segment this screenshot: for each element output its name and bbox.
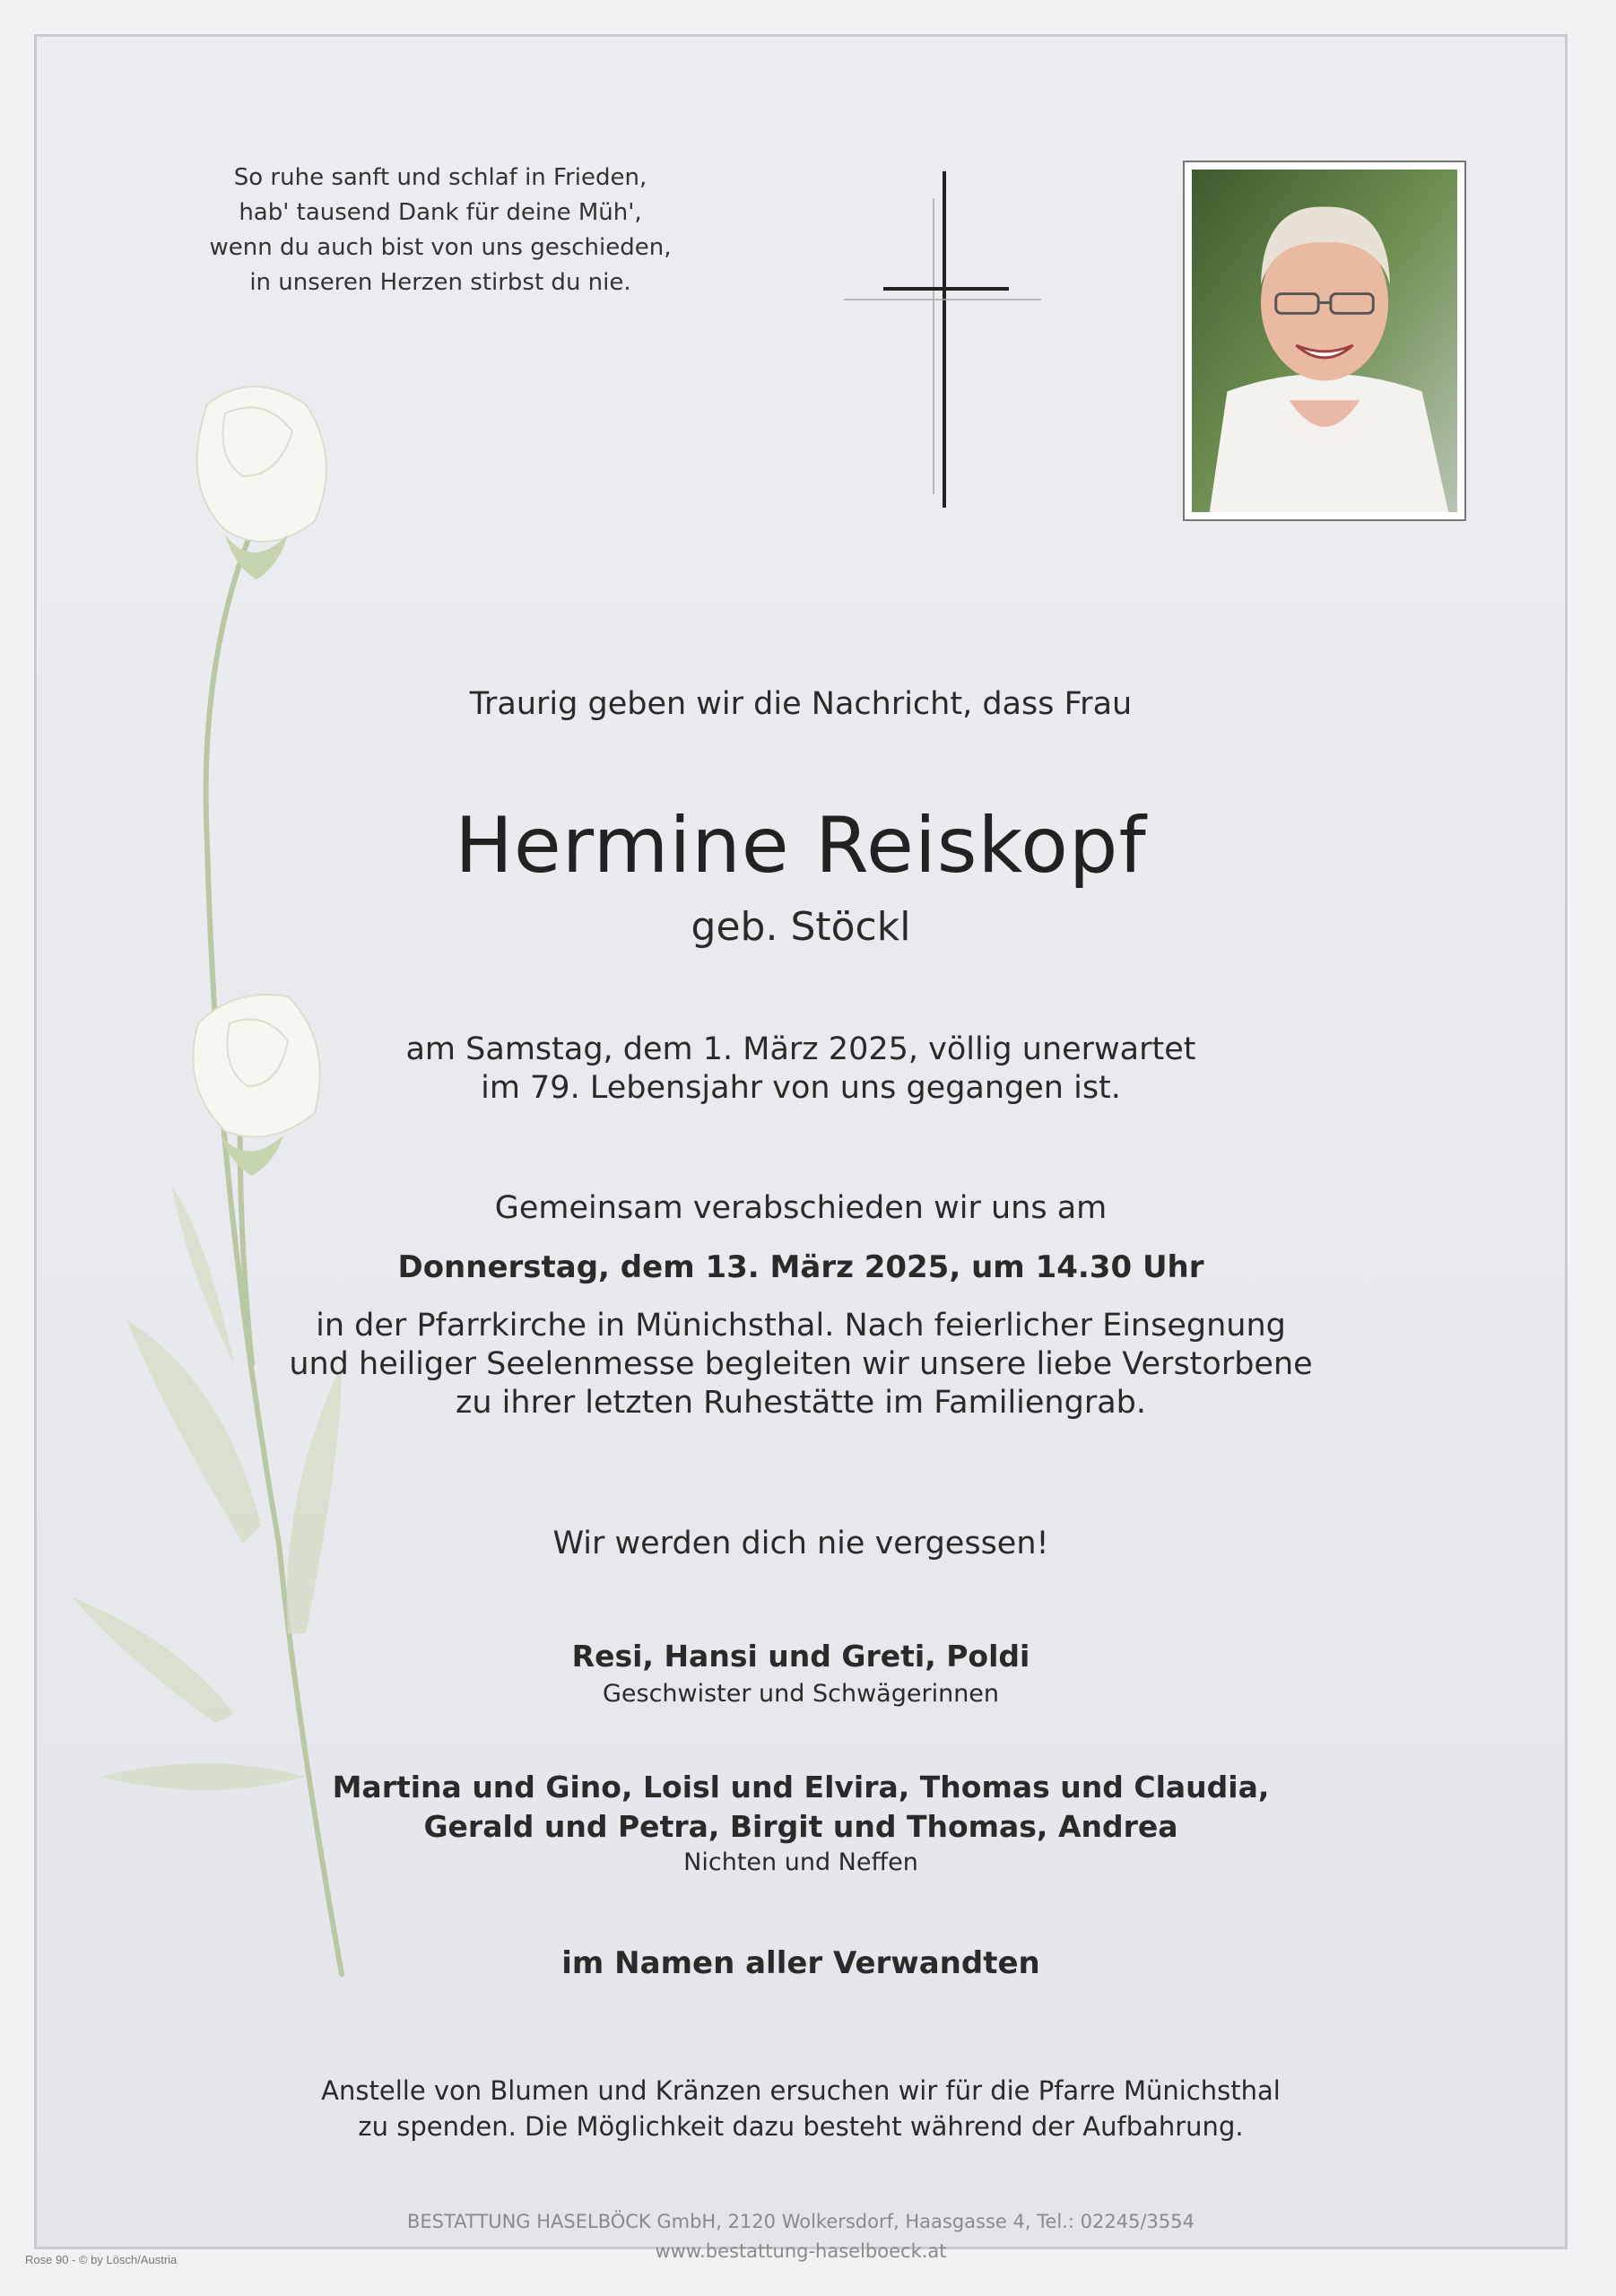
poem-line: So ruhe sanft und schlaf in Frieden, [233, 164, 647, 191]
portrait-frame [1183, 161, 1466, 521]
location-line: in der Pfarrkirche in Münichsthal. Nach feierlicher Einsegnung [316, 1308, 1286, 1344]
siblings-relation: Geschwister und Schwägerinnen [602, 1680, 1000, 1708]
poem-line: hab' tausend Dank für deine Müh', [239, 199, 642, 226]
funeral-datetime: Donnerstag, dem 13. März 2025, um 14.30 Uhr [397, 1249, 1204, 1285]
death-date-line: im 79. Lebensjahr von uns gegangen ist. [481, 1070, 1121, 1106]
nieces-line: Gerald und Petra, Birgit und Thomas, Andrea [423, 1809, 1178, 1844]
cross-icon [844, 171, 1041, 512]
funeral-home-website: www.bestattung-haselboeck.at [655, 2240, 947, 2262]
donation-line: zu spenden. Die Möglichkeit dazu besteht während der Aufbahrung. [358, 2111, 1244, 2142]
intro-text: Traurig geben wir die Nachricht, dass Frau [469, 686, 1133, 722]
remembrance-text: Wir werden dich nie vergessen! [552, 1526, 1049, 1561]
birth-name: geb. Stöckl [691, 904, 911, 950]
nieces-relation: Nichten und Neffen [683, 1848, 918, 1876]
funeral-home [37, 2207, 1565, 2266]
siblings-names: Resi, Hansi und Greti, Poldi [571, 1639, 1030, 1674]
relatives-text: im Namen aller Verwandten [561, 1945, 1040, 1981]
poem-line: wenn du auch bist von uns geschieden, [209, 234, 672, 261]
location-line: zu ihrer letzten Ruhestätte im Familiengrab. [455, 1385, 1147, 1421]
deceased-name: Hermine Reiskopf [455, 801, 1147, 891]
portrait-photo [1192, 170, 1457, 512]
donation-line: Anstelle von Blumen und Kränzen ersuchen wir für die Pfarre Münichsthal [321, 2075, 1281, 2106]
funeral-home-address: BESTATTUNG HASELBÖCK GmbH, 2120 Wolkersdorf, Haasgasse 4, Tel.: 02245/3554 [406, 2211, 1195, 2232]
funeral-location [37, 1307, 1565, 1422]
donation-note [37, 2073, 1565, 2144]
farewell-intro: Gemeinsam verabschieden wir uns am [494, 1190, 1108, 1226]
poem-line: in unseren Herzen stirbst du nie. [249, 269, 631, 296]
nieces-nephews-names [37, 1768, 1565, 1847]
death-date-line: am Samstag, dem 1. März 2025, völlig unerwartet [405, 1031, 1196, 1067]
image-credit: Rose 90 - © by Lösch/Austria [25, 2253, 178, 2266]
nieces-line: Martina und Gino, Loisl und Elvira, Thomas und Claudia, [332, 1770, 1270, 1805]
poem [180, 161, 700, 300]
location-line: und heiliger Seelenmesse begleiten wir unsere liebe Verstorbene [289, 1346, 1313, 1382]
death-date [37, 1031, 1565, 1108]
